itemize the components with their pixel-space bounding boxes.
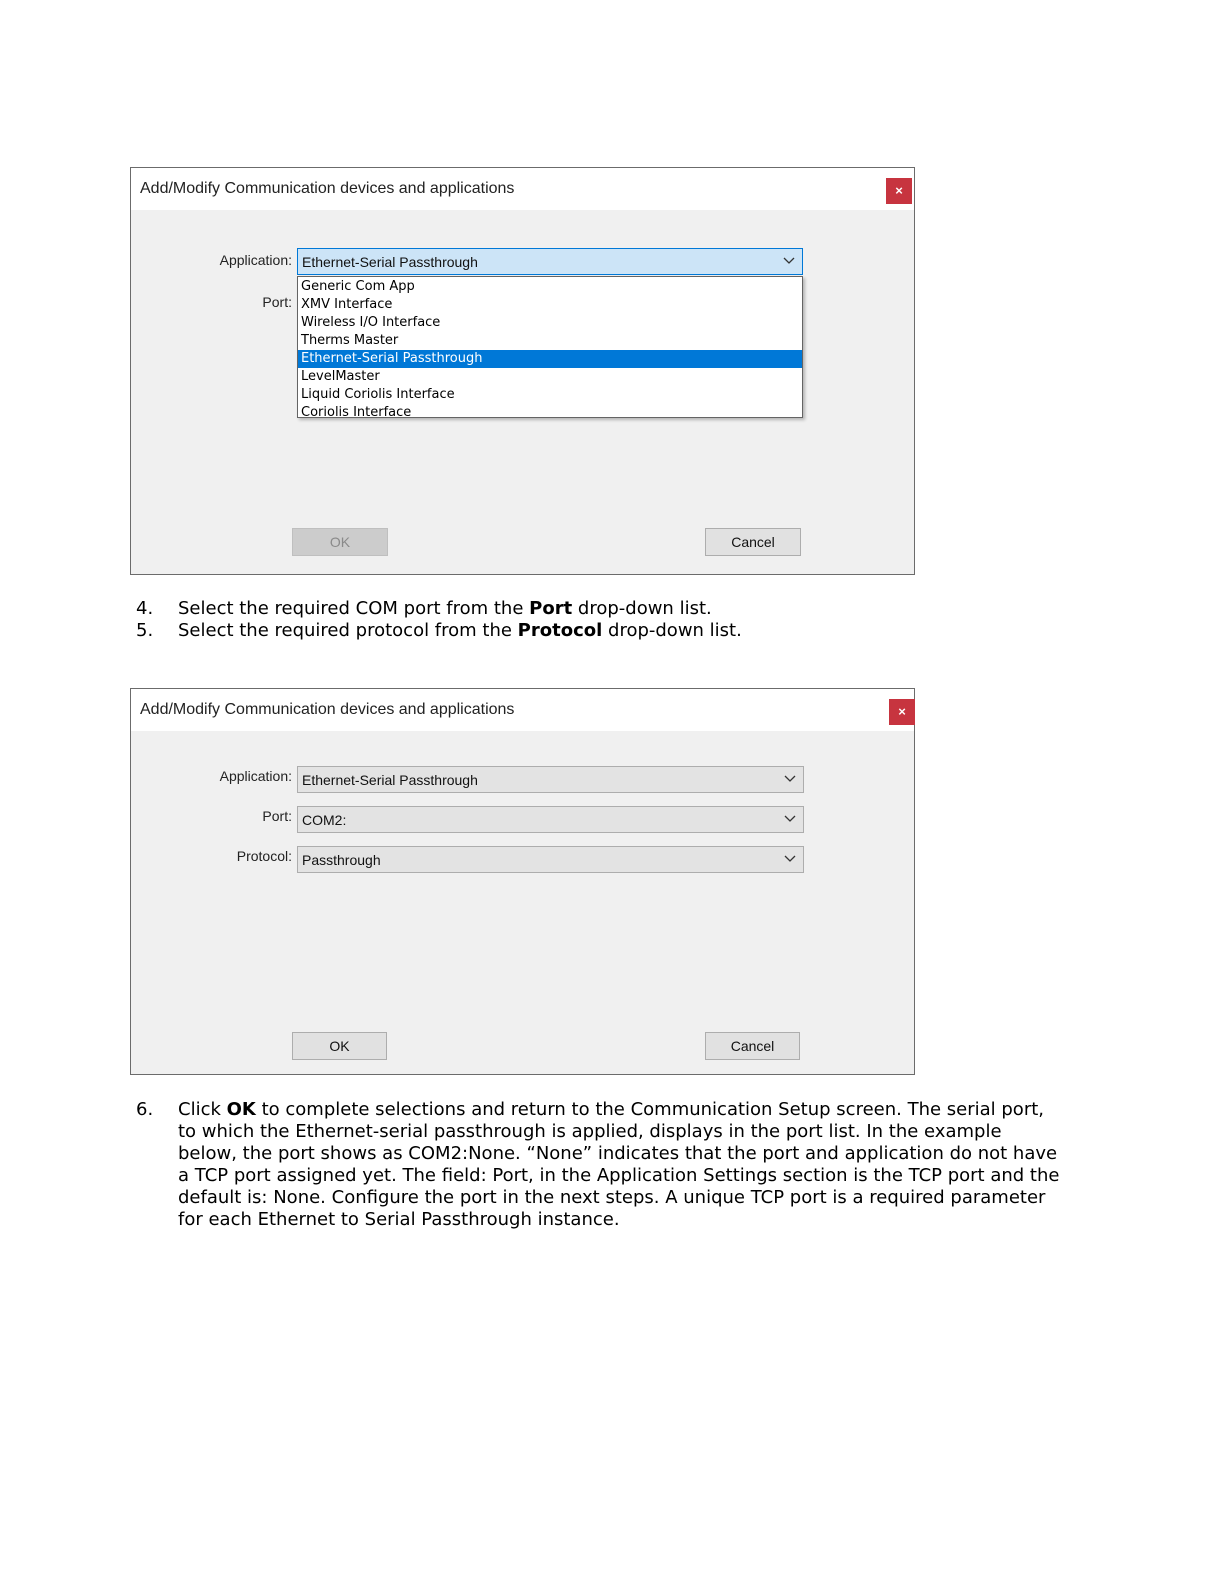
step-number: 5. [136, 620, 154, 641]
protocol-label: Protocol: [236, 848, 292, 864]
step-text-post: drop-down list. [602, 620, 742, 641]
port-combobox-value: COM2: [302, 812, 347, 828]
dialog-titlebar [131, 689, 914, 731]
application-combobox-value: Ethernet-Serial Passthrough [302, 254, 478, 270]
dropdown-item-liquid-coriolis-interface[interactable]: Liquid Coriolis Interface [301, 387, 455, 402]
chevron-down-icon [783, 812, 797, 826]
ok-button[interactable]: OK [292, 1032, 387, 1060]
steps-list-4-5 [136, 598, 1096, 642]
close-icon: × [895, 183, 903, 198]
step-number: 6. [136, 1099, 154, 1120]
step-text-bold: Protocol [517, 620, 603, 641]
dialog-title: Add/Modify Communication devices and applications [140, 701, 515, 718]
steps-list-6 [136, 1099, 1066, 1231]
cancel-button[interactable]: Cancel [705, 1032, 800, 1060]
step-text-pre: Select the required COM port from the [178, 598, 530, 619]
step-number: 4. [136, 598, 154, 619]
dropdown-item-therms-master[interactable]: Therms Master [301, 333, 399, 348]
step-text-pre: Click [178, 1099, 227, 1120]
application-label: Application: [219, 252, 292, 268]
close-icon: × [898, 704, 906, 719]
close-button[interactable] [886, 178, 912, 204]
application-combobox-value: Ethernet-Serial Passthrough [302, 772, 478, 788]
step-text-post: to complete selections and return to the Communication Setup screen. The serial port, to which the Ethernet-serial passthrough is applied, displays in the port list. In the example below, the port shows as COM2:None. “None” indicates that the port and application do not have a TCP port assigned yet. The field: Port, in the Application Settings section is the TCP port and the default is: None. Configure the port in the next steps. A unique TCP port is a required parameter for each Ethernet to Serial Passthrough instance. [178, 1099, 1060, 1230]
step-5 [136, 620, 1096, 642]
dialog-titlebar [131, 168, 914, 210]
add-modify-dialog-filled [130, 688, 915, 1075]
dropdown-item-xmv-interface[interactable]: XMV Interface [301, 297, 393, 312]
step-text-post: drop-down list. [572, 598, 712, 619]
chevron-down-icon [783, 772, 797, 786]
port-label: Port: [262, 808, 292, 824]
add-modify-dialog-dropdown-open [130, 167, 915, 575]
step-text-bold: Port [529, 598, 573, 619]
port-combobox[interactable] [297, 806, 804, 833]
step-6 [136, 1099, 1066, 1231]
ok-button[interactable]: OK [292, 528, 388, 556]
step-4 [136, 598, 1096, 620]
dropdown-item-generic-com-app[interactable]: Generic Com App [301, 279, 415, 294]
chevron-down-icon [783, 852, 797, 866]
chevron-down-icon [782, 254, 796, 268]
close-button[interactable] [889, 699, 915, 725]
step-text-pre: Select the required protocol from the [178, 620, 518, 641]
dropdown-item-ethernet-serial-passthrough[interactable]: Ethernet-Serial Passthrough [298, 350, 802, 368]
dropdown-item-levelmaster[interactable]: LevelMaster [301, 369, 380, 384]
cancel-button[interactable]: Cancel [705, 528, 801, 556]
application-combobox[interactable] [297, 248, 803, 275]
protocol-combobox-value: Passthrough [302, 852, 381, 868]
step-text-bold: OK [226, 1099, 256, 1120]
dialog-title: Add/Modify Communication devices and applications [140, 180, 515, 197]
application-label: Application: [219, 768, 292, 784]
dropdown-item-coriolis-interface[interactable]: Coriolis Interface [301, 405, 412, 420]
application-dropdown-list [297, 276, 803, 418]
protocol-combobox[interactable] [297, 846, 804, 873]
dropdown-item-wireless-io-interface[interactable]: Wireless I/O Interface [301, 315, 441, 330]
application-combobox[interactable] [297, 766, 804, 793]
port-label: Port: [262, 294, 292, 310]
